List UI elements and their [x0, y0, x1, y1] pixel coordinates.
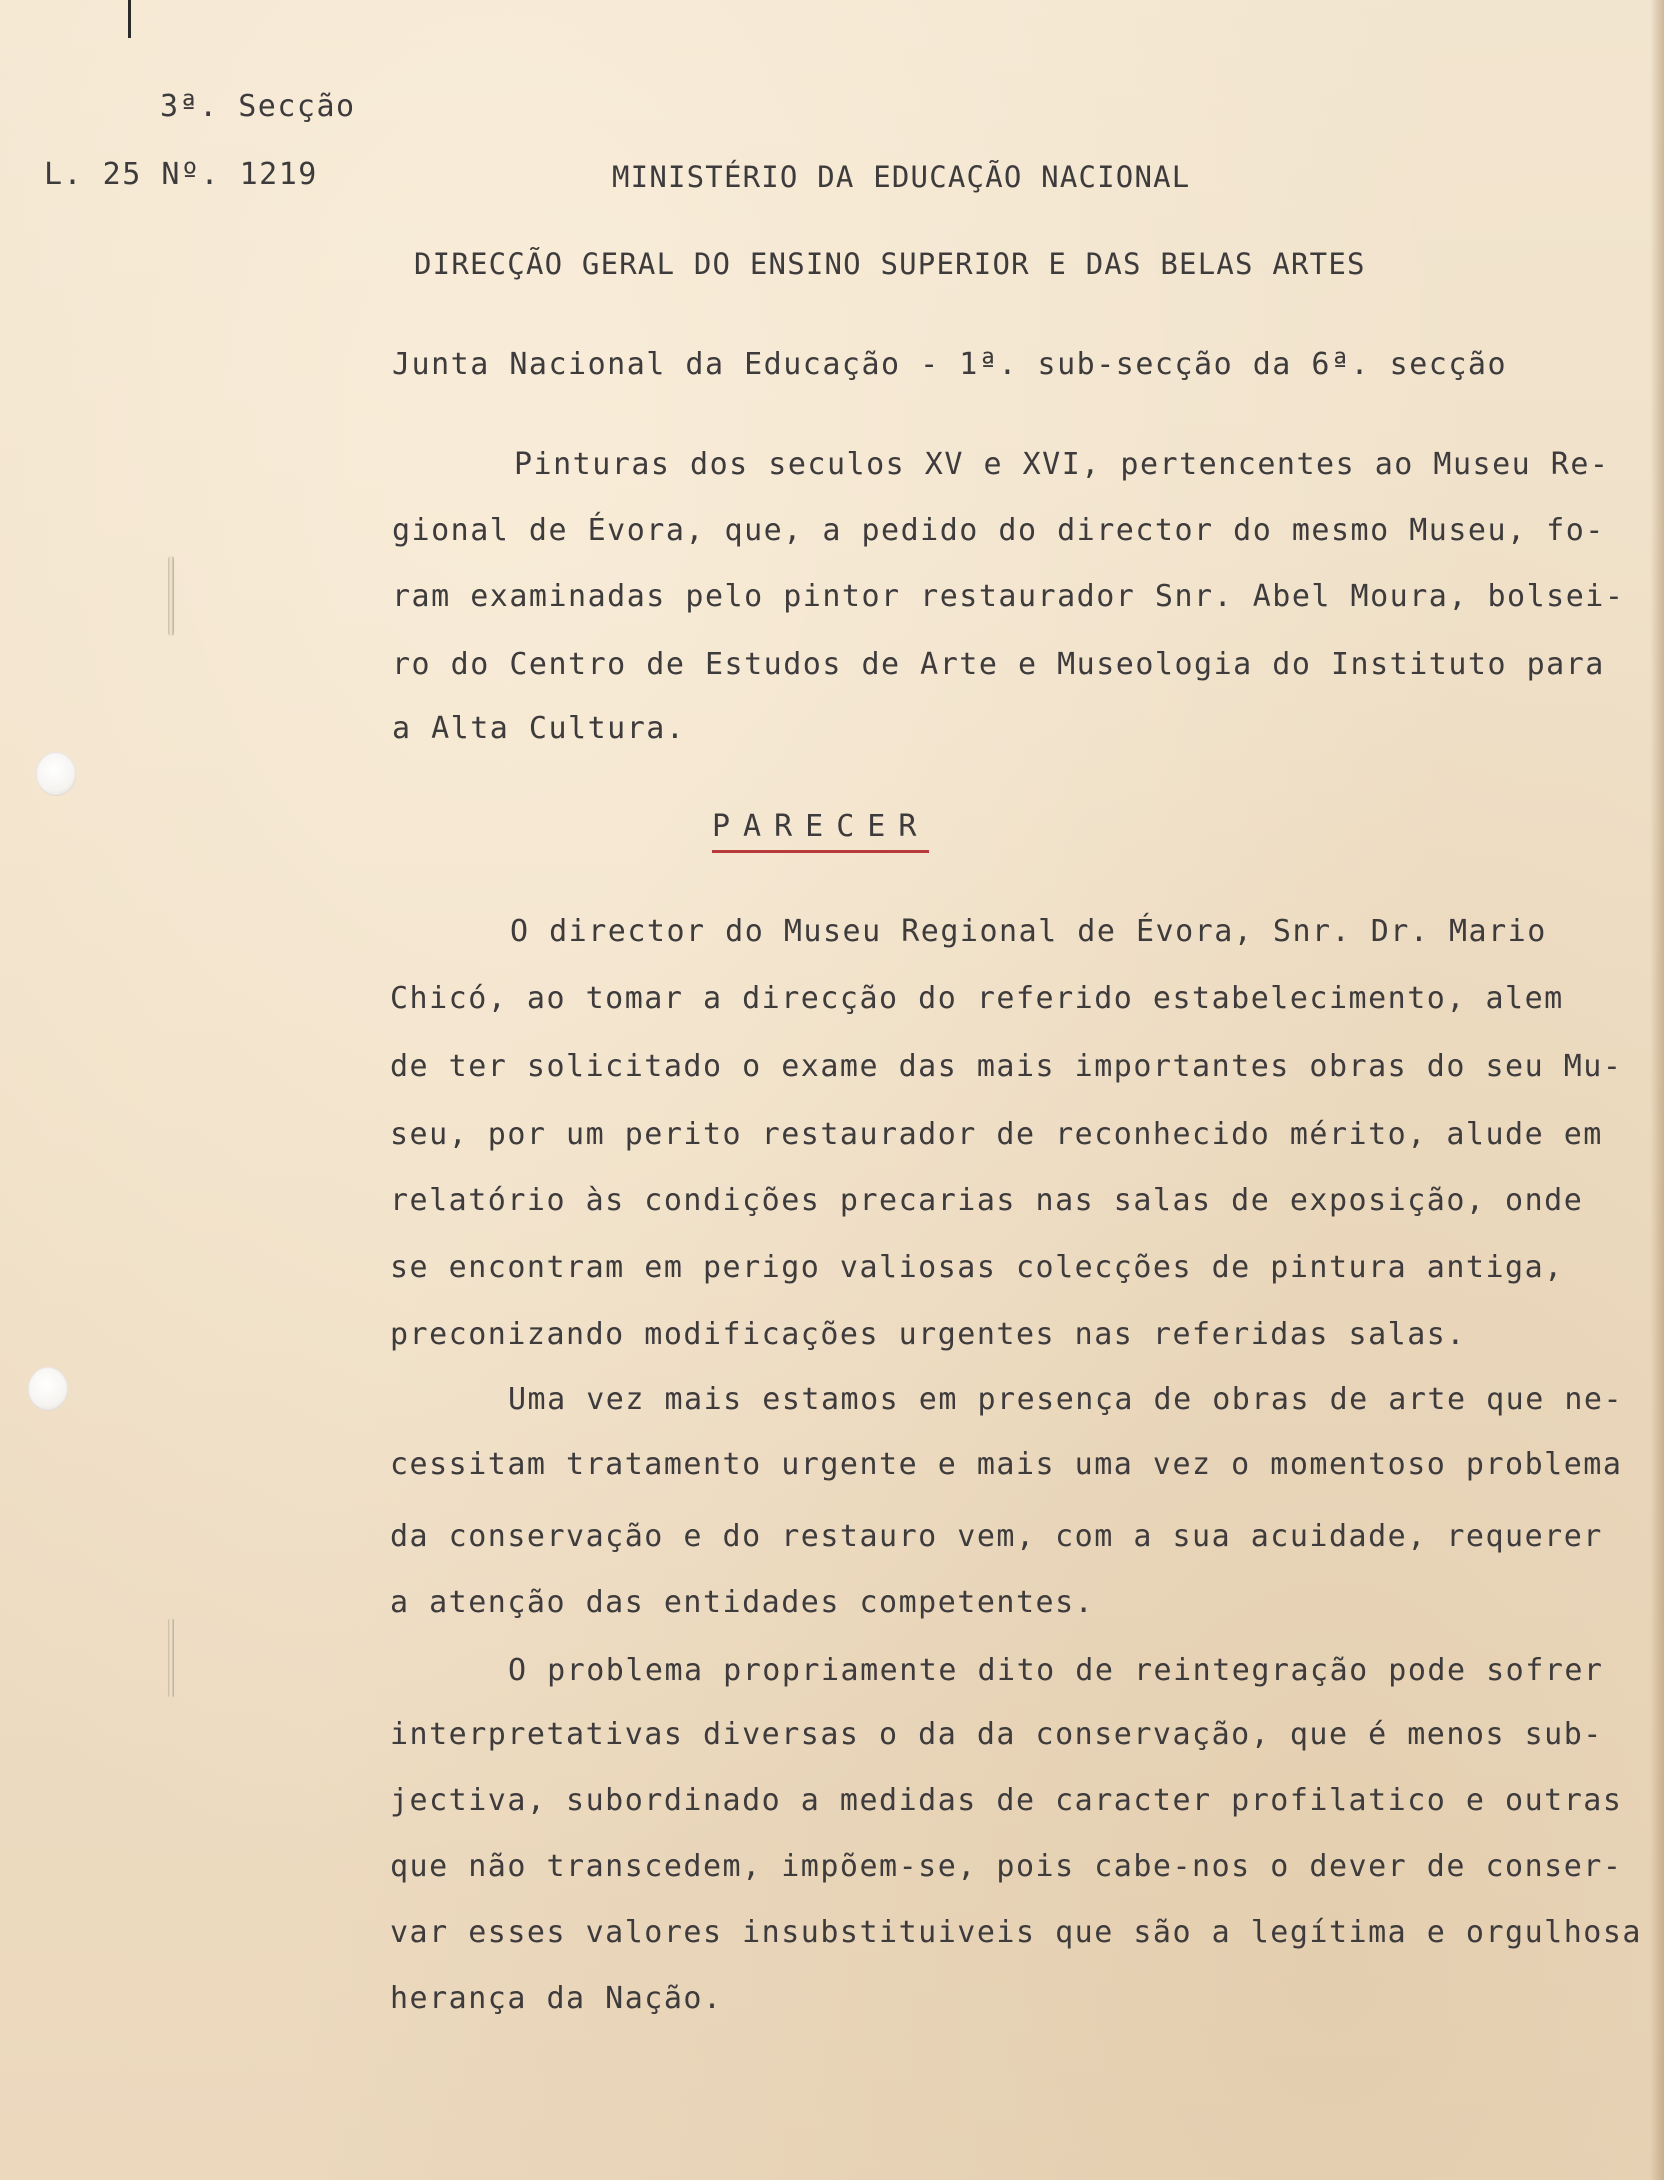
ministry-title: MINISTÉRIO DA EDUCAÇÃO NACIONAL [612, 160, 1191, 194]
ink-mark [128, 0, 131, 38]
body-line: cessitam tratamento urgente e mais uma vez o momentoso problema [390, 1447, 1623, 1482]
punch-hole-bottom [28, 1367, 68, 1411]
body-line: jectiva, subordinado a medidas de caracter profilatico e outras [390, 1783, 1623, 1818]
subject-line: Pinturas dos seculos XV e XVI, pertencentes ao Museu Re- [514, 447, 1610, 482]
reference-number: L. 25 Nº. 1219 [44, 157, 318, 192]
body-line: de ter solicitado o exame das mais importantes obras do seu Mu- [390, 1049, 1623, 1084]
junta-line: Junta Nacional da Educação - 1ª. sub-secção da 6ª. secção [392, 347, 1508, 382]
direction-title: DIRECÇÃO GERAL DO ENSINO SUPERIOR E DAS BELAS ARTES [414, 247, 1366, 281]
body-line: a atenção das entidades competentes. [390, 1585, 1095, 1620]
body-line: Chicó, ao tomar a direcção do referido estabelecimento, alem [390, 981, 1564, 1016]
subject-line: a Alta Cultura. [392, 711, 686, 746]
parecer-title: PARECER [712, 812, 929, 853]
body-line: que não transcedem, impõem-se, pois cabe-nos o dever de conser- [390, 1849, 1623, 1884]
paper-edge [1650, 0, 1664, 2180]
body-line: da conservação e do restauro vem, com a sua acuidade, requerer [390, 1519, 1603, 1554]
body-line: relatório às condições precarias nas salas de exposição, onde [390, 1183, 1584, 1218]
staple-mark-top [168, 556, 174, 636]
subject-line: ro do Centro de Estudos de Arte e Museologia do Instituto para [392, 647, 1605, 682]
body-line: interpretativas diversas o da da conservação, que é menos sub- [390, 1717, 1603, 1752]
body-line: herança da Nação. [390, 1981, 723, 2016]
body-line: O director do Museu Regional de Évora, Snr. Dr. Mario [510, 914, 1547, 949]
body-line: Uma vez mais estamos em presença de obras de arte que ne- [508, 1382, 1624, 1417]
subject-line: gional de Évora, que, a pedido do director do mesmo Museu, fo- [392, 513, 1605, 548]
punch-hole-top [36, 752, 76, 796]
body-line: seu, por um perito restaurador de reconhecido mérito, alude em [390, 1117, 1603, 1152]
body-line: var esses valores insubstituiveis que são a legítima e orgulhosa [390, 1915, 1642, 1950]
staple-mark-bottom [168, 1618, 174, 1698]
body-line: preconizando modificações urgentes nas referidas salas. [390, 1317, 1466, 1352]
section-label: 3ª. Secção [160, 89, 356, 124]
subject-line: ram examinadas pelo pintor restaurador Snr. Abel Moura, bolsei- [392, 579, 1625, 614]
body-line: se encontram em perigo valiosas colecções de pintura antiga, [390, 1250, 1564, 1285]
body-line: O problema propriamente dito de reintegração pode sofrer [508, 1653, 1604, 1688]
